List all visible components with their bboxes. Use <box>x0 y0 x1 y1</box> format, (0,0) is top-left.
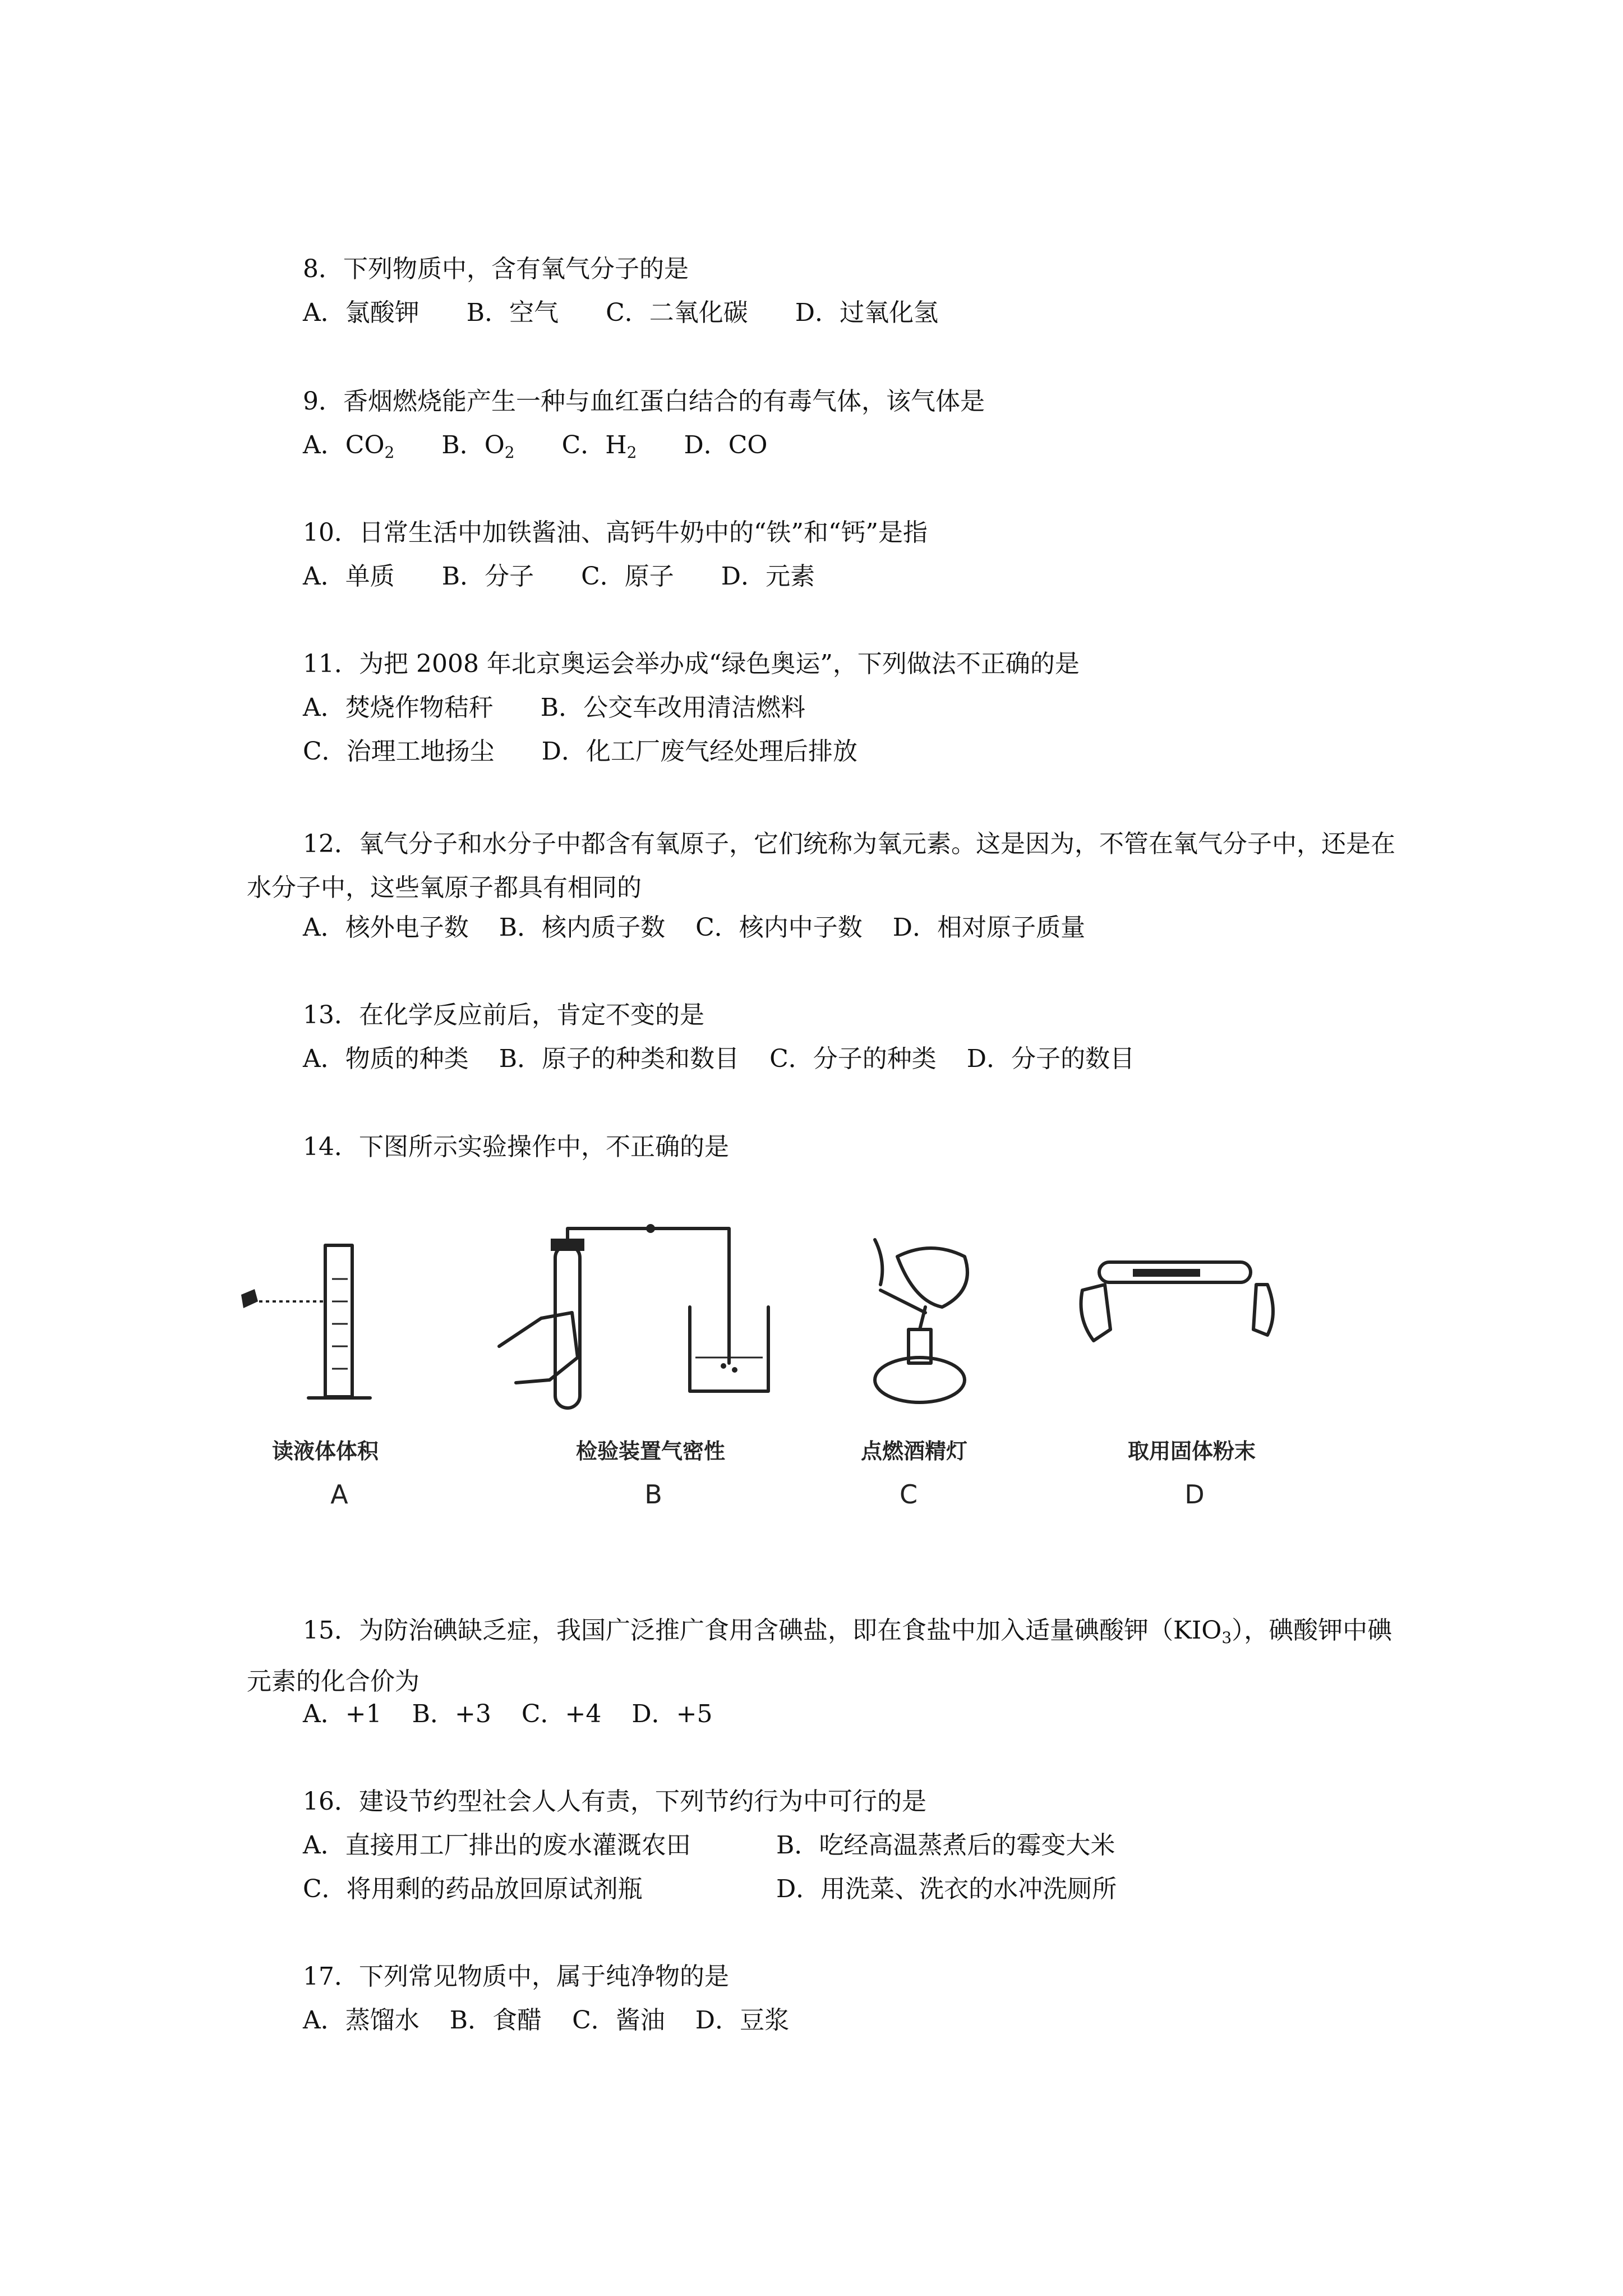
option-c: C．治理工地扬尘 <box>303 737 495 766</box>
option-a: A．核外电子数 <box>303 913 469 942</box>
lab-operations-figure <box>236 1223 1357 1537</box>
option-c: C．分子的种类 <box>769 1045 937 1073</box>
option-c: C．将用剩的药品放回原试剂瓶 <box>303 1875 643 1903</box>
question-13-options <box>303 1042 1157 1076</box>
question-8-stem: 8．下列物质中，含有氧气分子的是 <box>303 255 689 283</box>
option-d: D．过氧化氢 <box>795 298 939 327</box>
hand-icon <box>1081 1285 1111 1341</box>
question-11-options-row1 <box>303 691 845 725</box>
option-d: D．用洗菜、洗衣的水冲洗厕所 <box>776 1875 1117 1903</box>
option-d: D．豆浆 <box>695 2006 790 2035</box>
question-16-stem: 16．建设节约型社会人人有责，下列节约行为中可行的是 <box>303 1787 926 1816</box>
figure-caption-b: 检验装置气密性 <box>575 1439 726 1464</box>
option-b: B．空气 <box>466 298 559 327</box>
question-13-stem: 13．在化学反应前后，肯定不变的是 <box>303 1001 704 1029</box>
question-9-options <box>303 429 807 470</box>
question-17-options <box>303 2004 811 2037</box>
alcohol-lamp-illustration <box>875 1240 967 1402</box>
hand-icon <box>1253 1285 1273 1335</box>
option-a: A．蒸馏水 <box>303 2006 419 2035</box>
figure-caption-a: 读液体体积 <box>271 1439 379 1464</box>
option-a: A．焚烧作物秸秆 <box>303 693 494 722</box>
question-15-options <box>303 1697 735 1731</box>
figure-letter-d: D <box>1184 1479 1205 1510</box>
option-b: B．吃经高温蒸煮后的霉变大米 <box>776 1831 1115 1860</box>
test-tube-powder-illustration <box>1081 1262 1274 1341</box>
question-8-options <box>303 296 978 330</box>
option-d: D．相对原子质量 <box>892 913 1086 942</box>
figure-letter-c: C <box>899 1479 918 1510</box>
option-b: B．$O_2$ <box>441 431 515 462</box>
question-17-stem: 17．下列常见物质中，属于纯净物的是 <box>303 1962 729 1991</box>
figure-caption-c: 点燃酒精灯 <box>860 1439 968 1464</box>
option-b: B．原子的种类和数目 <box>499 1045 740 1073</box>
option-c: C．原子 <box>581 562 674 591</box>
question-11-options-row2 <box>303 735 897 769</box>
option-c: C．二氧化碳 <box>606 298 748 327</box>
option-c: C．酱油 <box>572 2006 665 2035</box>
question-16-options-row1 <box>303 1829 1154 1862</box>
question-16-options-row2 <box>303 1872 1156 1906</box>
question-9-stem: 9．香烟燃烧能产生一种与血红蛋白结合的有毒气体，该气体是 <box>303 387 985 416</box>
option-b: B．+3 <box>412 1700 491 1728</box>
option-a: A．$CO_2$ <box>303 431 395 462</box>
option-c: C．+4 <box>521 1700 602 1728</box>
option-d: D．CO <box>684 431 768 459</box>
hand-icon <box>897 1248 967 1307</box>
option-a: A．氯酸钾 <box>303 298 419 327</box>
option-d: D．元素 <box>721 562 815 591</box>
question-12-options <box>303 911 1108 945</box>
option-a: A．单质 <box>303 562 395 591</box>
hand-icon <box>499 1313 578 1383</box>
eye-icon <box>241 1289 258 1308</box>
airtightness-apparatus-illustration <box>499 1224 768 1408</box>
option-b: B．公交车改用清洁燃料 <box>540 693 806 722</box>
option-b: B．分子 <box>441 562 534 591</box>
question-10-options <box>303 560 854 593</box>
figure-letter-a: A <box>330 1479 348 1510</box>
question-10-stem: 10．日常生活中加铁酱油、高钙牛奶中的“铁”和“钙”是指 <box>303 518 928 547</box>
option-c: C．$H_2$ <box>561 431 637 462</box>
figure-letter-b: B <box>644 1479 662 1510</box>
option-a: A．直接用工厂排出的废水灌溉农田 <box>303 1831 691 1860</box>
option-b: B．食醋 <box>449 2006 542 2035</box>
question-14-stem: 14．下图所示实验操作中，不正确的是 <box>303 1133 729 1161</box>
option-a: A．+1 <box>303 1700 382 1728</box>
option-d: D．+5 <box>631 1700 713 1728</box>
option-c: C．核内中子数 <box>695 913 863 942</box>
option-d: D．分子的数目 <box>966 1045 1135 1073</box>
figure-caption-d: 取用固体粉末 <box>1127 1439 1256 1464</box>
question-12-stem: 12．氧气分子和水分子中都含有氧原子，它们统称为氧元素。这是因为，不管在氧气分子中，还是在水分子中，这些氧原子都具有相同的 <box>247 830 1395 902</box>
option-d: D．化工厂废气经处理后排放 <box>541 737 857 766</box>
option-a: A．物质的种类 <box>303 1045 469 1073</box>
question-15-stem: 15．为防治碘缺乏症，我国广泛推广食用含碘盐，即在食盐中加入适量碘酸钾$(KIO_3)$，碘酸钾中碘元素的化合价为 <box>247 1616 1393 1696</box>
question-11-stem: 11．为把 2008 年北京奥运会举办成“绿色奥运”，下列做法不正确的是 <box>303 650 1080 678</box>
graduated-cylinder-illustration <box>241 1245 370 1398</box>
option-b: B．核内质子数 <box>499 913 666 942</box>
